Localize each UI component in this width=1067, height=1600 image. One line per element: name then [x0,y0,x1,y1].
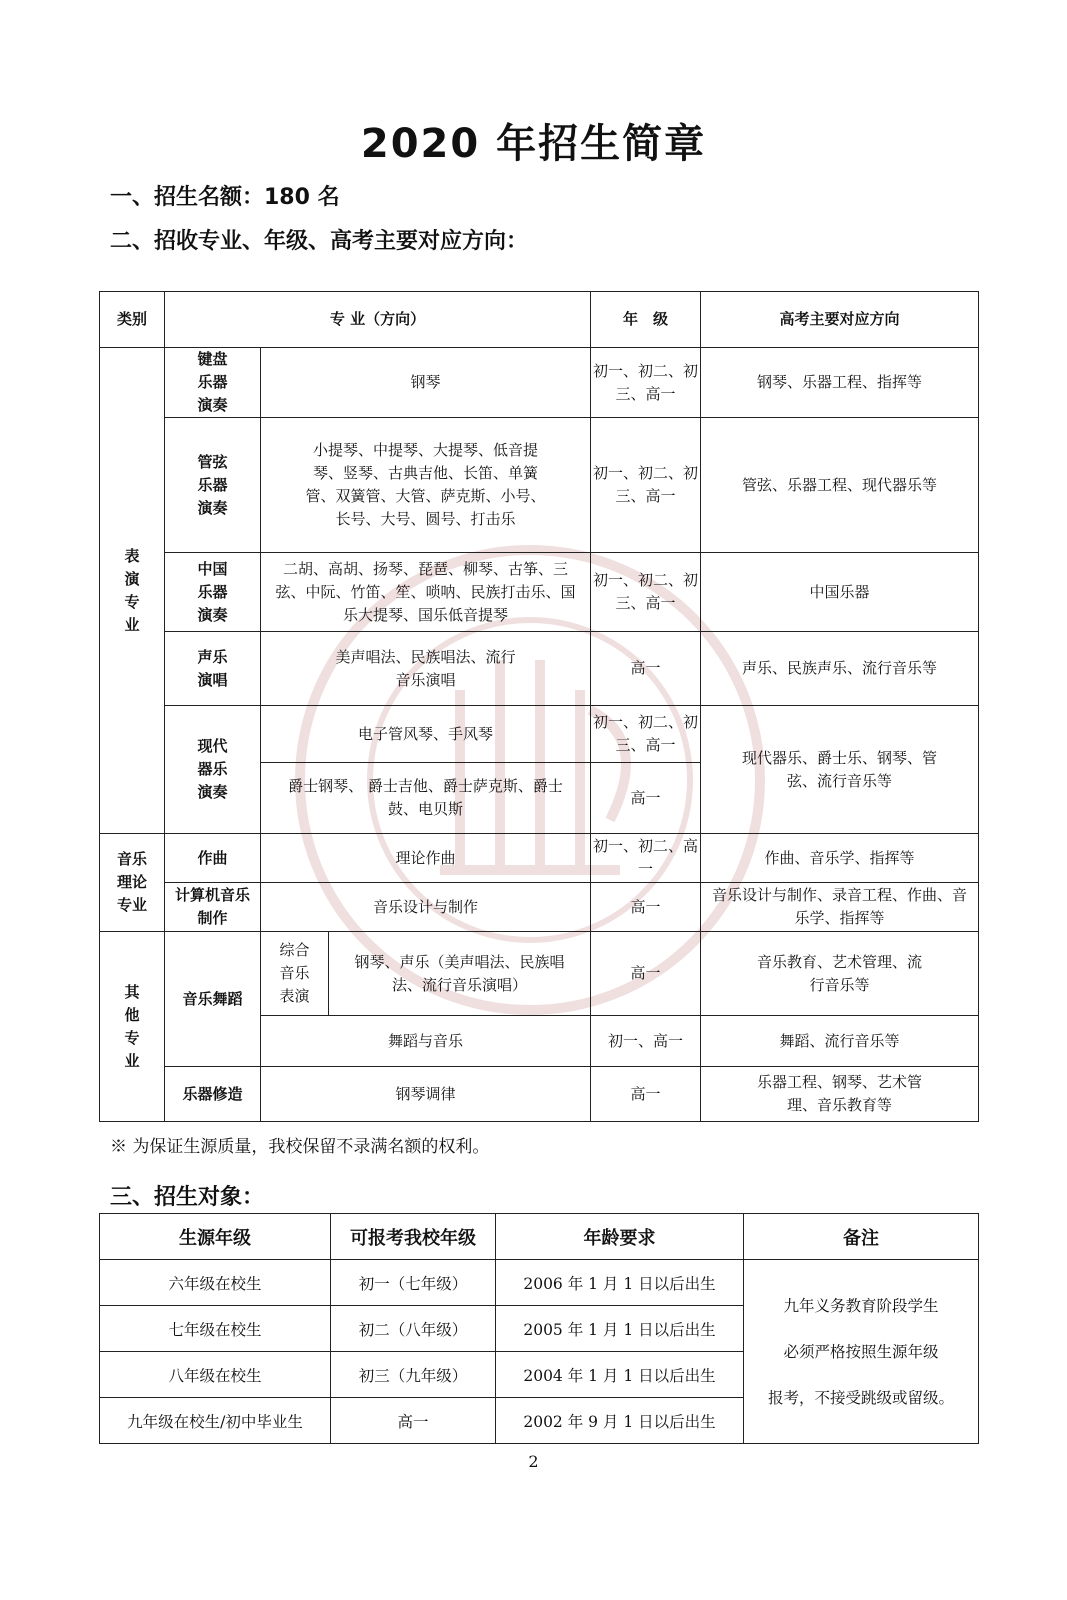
category-theory: 音乐理论专业 [100,834,165,932]
table-cell: 七年级在校生 [100,1306,331,1352]
sub-repair: 乐器修造 [165,1067,261,1122]
direction-cell: 音乐教育、艺术管理、流行音乐等 [701,932,979,1016]
major-cell: 钢琴 [261,348,591,418]
remark-line: 报考，不接受跳级或留级。 [767,1388,954,1407]
sub-vocal: 声乐演唱 [165,632,261,706]
header-grade: 年 级 [591,292,701,348]
page-number: 2 [528,1452,539,1471]
major-cell: 理论作曲 [261,834,591,883]
sub-orchestral: 管弦乐器演奏 [165,418,261,553]
table-cell: 初三（九年级） [331,1352,496,1398]
header-direction: 高考主要对应方向 [701,292,979,348]
category-other: 其他专业 [100,932,165,1122]
sub-composition: 作曲 [165,834,261,883]
header-age: 年龄要求 [496,1214,744,1260]
table-cell: 六年级在校生 [100,1260,331,1306]
direction-cell: 中国乐器 [701,553,979,632]
grade-cell: 高一 [591,883,701,932]
majors-table [99,291,979,1122]
page-title: 2020 年招生简章 [360,121,707,167]
table-cell: 初一（七年级） [331,1260,496,1306]
table-cell: 高一 [331,1398,496,1444]
table-cell: 初二（八年级） [331,1306,496,1352]
table-cell: 2004 年 1 月 1 日以后出生 [496,1352,744,1398]
quota-note: ※ 为保证生源质量，我校保留不录满名额的权利。 [110,1137,490,1157]
table-cell: 2006 年 1 月 1 日以后出生 [496,1260,744,1306]
grade-cell: 高一 [591,932,701,1016]
grade-cell: 高一 [591,763,701,834]
grade-cell: 高一 [591,632,701,706]
grade-cell: 初一、初二、初三、高一 [591,706,701,763]
remark-cell [744,1260,979,1444]
sub-keyboard: 键盘乐器演奏 [165,348,261,418]
header-major: 专 业（方向） [165,292,591,348]
sub-modern: 现代器乐演奏 [165,706,261,834]
direction-cell: 作曲、音乐学、指挥等 [701,834,979,883]
subsub-comprehensive: 综合音乐表演 [261,932,329,1016]
grade-cell: 初一、初二、高一 [591,834,701,883]
major-cell: 二胡、高胡、扬琴、琵琶、柳琴、古筝、三弦、中阮、竹笛、笙、唢呐、民族打击乐、国乐大提琴、国乐低音提琴 [261,553,591,632]
direction-cell: 乐器工程、钢琴、艺术管理、音乐教育等 [701,1067,979,1122]
direction-cell: 声乐、民族声乐、流行音乐等 [701,632,979,706]
header-source-grade: 生源年级 [100,1214,331,1260]
sub-chinese: 中国乐器演奏 [165,553,261,632]
sub-computer-music: 计算机音乐制作 [165,883,261,932]
section-students: 三、招生对象： [110,1185,265,1210]
grade-cell: 初一、初二、初三、高一 [591,348,701,418]
major-cell: 美声唱法、民族唱法、流行音乐演唱 [261,632,591,706]
major-cell: 小提琴、中提琴、大提琴、低音提琴、竖琴、古典吉他、长笛、单簧管、双簧管、大管、萨克斯、小号、长号、大号、圆号、打击乐 [261,418,591,553]
grade-cell: 初一、高一 [591,1016,701,1067]
table-cell: 八年级在校生 [100,1352,331,1398]
grade-cell: 初一、初二、初三、高一 [591,553,701,632]
students-table [99,1213,979,1444]
direction-cell: 钢琴、乐器工程、指挥等 [701,348,979,418]
header-category: 类别 [100,292,165,348]
header-remark: 备注 [744,1214,979,1260]
major-cell: 电子管风琴、手风琴 [261,706,591,763]
direction-cell: 现代器乐、爵士乐、钢琴、管弦、流行音乐等 [701,706,979,834]
direction-cell: 舞蹈、流行音乐等 [701,1016,979,1067]
remark-line: 必须严格按照生源年级 [783,1342,939,1361]
major-cell: 钢琴、声乐（美声唱法、民族唱法、流行音乐演唱） [329,932,591,1016]
category-performance: 表演专业 [100,348,165,834]
header-apply-grade: 可报考我校年级 [331,1214,496,1260]
remark-line: 九年义务教育阶段学生 [783,1296,939,1315]
table-cell: 2005 年 1 月 1 日以后出生 [496,1306,744,1352]
major-cell: 钢琴调律 [261,1067,591,1122]
major-cell: 音乐设计与制作 [261,883,591,932]
direction-cell: 音乐设计与制作、录音工程、作曲、音乐学、指挥等 [701,883,979,932]
grade-cell: 初一、初二、初三、高一 [591,418,701,553]
table-cell: 2002 年 9 月 1 日以后出生 [496,1398,744,1444]
direction-cell: 管弦、乐器工程、现代器乐等 [701,418,979,553]
table-cell: 九年级在校生/初中毕业生 [100,1398,331,1444]
major-cell: 爵士钢琴、 爵士吉他、爵士萨克斯、爵士鼓、电贝斯 [261,763,591,834]
major-cell: 舞蹈与音乐 [261,1016,591,1067]
section-majors: 二、招收专业、年级、高考主要对应方向： [110,229,529,254]
sub-music-dance: 音乐舞蹈 [165,932,261,1067]
section-quota: 一、招生名额：180 名 [110,185,340,210]
grade-cell: 高一 [591,1067,701,1122]
